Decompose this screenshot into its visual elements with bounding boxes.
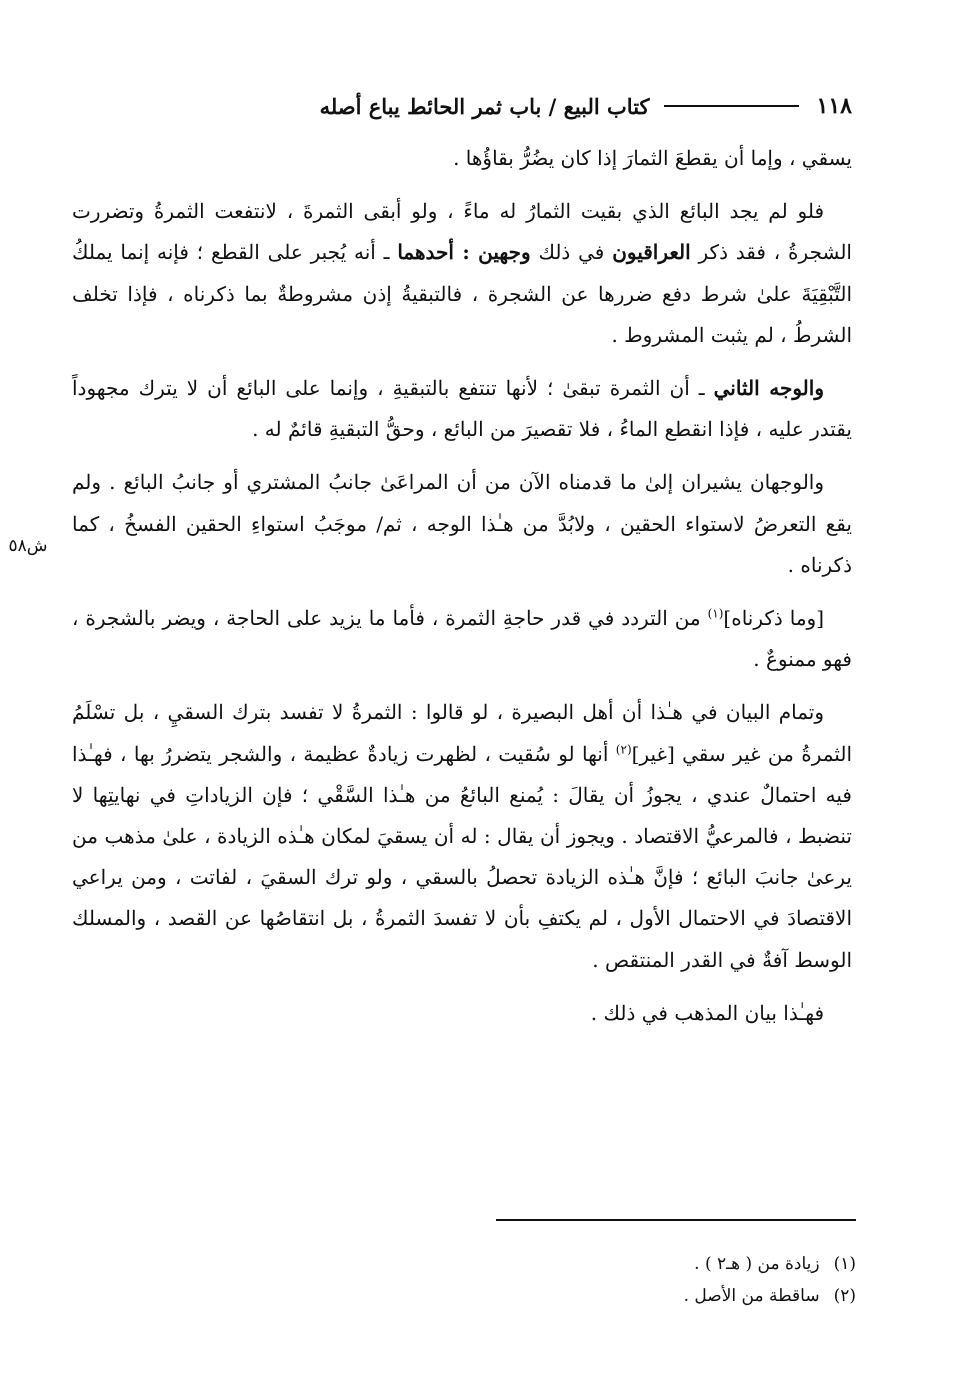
main-text <box>72 138 852 1046</box>
header-rule <box>664 105 799 107</box>
text-run: فلو لم يجد البائع الذي بقيت الثمارُ له ماءً ، ولو أبقى الثمرةَ ، لانتفعت الثمرةُ وتضررت الشجرةُ ، فقد ذكر <box>72 199 852 265</box>
paragraph-1: يسقي ، وإما أن يقطعَ الثمارَ إذا كان يضُرُّ بقاؤُها . <box>453 146 852 170</box>
running-head: كتاب البيع / باب ثمر الحائط يباع أصله <box>319 93 650 119</box>
page-header <box>72 88 852 124</box>
footnote-rule <box>496 1219 856 1221</box>
paragraph-2 <box>72 191 852 356</box>
footnote-text: ساقطة من الأصل . <box>683 1286 820 1306</box>
bold-term: والوجه الثاني <box>713 376 824 401</box>
footnote-item <box>400 1280 856 1312</box>
page-number: ١١٨ <box>816 93 852 119</box>
footnote-text: زيادة من ( هـ٢ ) . <box>694 1254 820 1274</box>
paragraph-5 <box>72 598 852 680</box>
footnote-item <box>400 1248 856 1280</box>
text-run: أنها لو سُقيت ، لظهرت زيادةٌ عظيمة ، والشجر يتضررُ بها ، فهـٰذا فيه احتمالٌ عندي ، يجوزُ أن يقالَ : يُمنع البائعُ من هـٰذا السَّقْي ؛ فإن الزياداتِ في نهايتِها لا تنضبط ، فالمرعيُّ الاقتصاد . ويجوز أن يقال : له أن يسقيَ لمكان هـٰذه الزيادة ، علىٰ مذهب من يرعىٰ جانبَ البائع ؛ فإنَّ هـٰذه الزيادة تحصلُ بالسقي ، ولو ترك السقيَ ، لفاتت ، ومن يراعي الاقتصادَ في الاحتمال الأول ، لم يكتفِ بأن لا تفسدَ الثمرةُ ، بل انتقاصُها عن القصد ، والمسلك الوسط آفةٌ في القدر المنتقص . <box>72 741 852 972</box>
text-run: [وما ذكرناه] <box>723 606 825 631</box>
text-run: ـ أنه يُجبر على القطع ؛ فإنه إنما يملكُ التَّبْقِيَةَ علىٰ شرط دفع ضررها عن الشجرة ، فالتبقيةُ إذن مشروطةٌ بما ذكرناه ، فإذا تخلف الشرطُ ، لم يثبت المشروط . <box>72 240 852 347</box>
footnote-number: (١) <box>833 1254 856 1274</box>
bold-term: وجهين : أحدهما <box>397 240 531 265</box>
bold-term: العراقيون <box>612 240 691 265</box>
footnotes <box>400 1248 856 1312</box>
paragraph-4: والوجهان يشيران إلىٰ ما قدمناه الآن من أن المراعَىٰ جانبُ المشتري أو جانبُ البائع . ولم يقع التعرضُ لاستواء الحقين ، ولابُدَّ من هـٰذا الوجه ، ثم/ موجَبُ استواءِ الحقين الفسخُ ، كما ذكرناه . <box>72 470 852 577</box>
text-run: في ذلك <box>530 240 613 265</box>
text-run: وتمام البيان في هـٰذا أن أهل البصيرة ، لو قالوا : الثمرةُ لا تفسد بترك السقيِ ، بل تسْلَمُ الثمرةُ من غير سقي [غير] <box>72 700 852 766</box>
footnote-ref[interactable]: (٢) <box>615 741 632 756</box>
paragraph-3 <box>72 368 852 450</box>
text-run: من التردد في قدر حاجةِ الثمرة ، فأما ما يزيد على الحاجة ، ويضر بالشجرة ، فهو ممنوعٌ . <box>72 606 852 672</box>
paragraph-6 <box>72 692 852 980</box>
footnote-ref[interactable]: (١) <box>707 606 724 621</box>
text-run: ـ أن الثمرة تبقىٰ ؛ لأنها تنتفع بالتبقيةِ ، وإنما على البائع أن لا يترك مجهوداً يقتدر عليه ، فإذا انقطع الماءُ ، فلا تقصيرَ من البائع ، وحقُّ التبقيةِ قائمٌ له . <box>72 376 852 442</box>
margin-manuscript-ref: ش٥٨ <box>8 536 48 556</box>
paragraph-7: فهـٰذا بيان المذهب في ذلك . <box>590 1000 824 1025</box>
footnote-number: (٢) <box>833 1286 856 1306</box>
